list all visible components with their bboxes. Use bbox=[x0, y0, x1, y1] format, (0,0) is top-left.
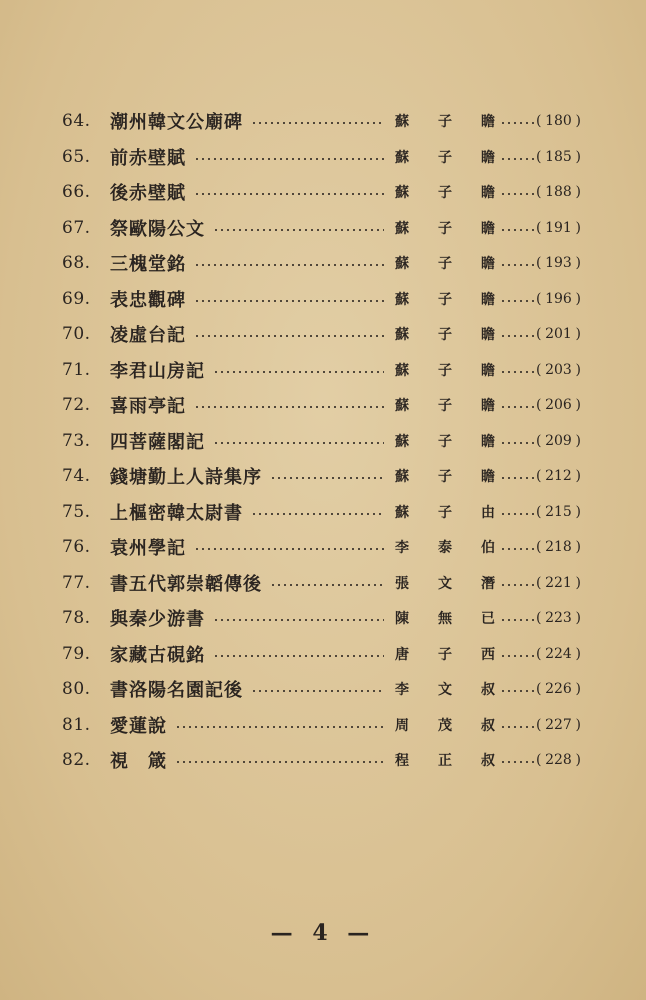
entry-page-ref: ( 180 ) bbox=[536, 113, 581, 129]
page-dot-leader bbox=[500, 619, 534, 621]
dot-leader bbox=[213, 655, 384, 657]
toc-entry bbox=[62, 674, 592, 704]
entry-page-number: 218 bbox=[545, 539, 572, 555]
entry-page-number: 196 bbox=[545, 290, 572, 307]
entry-page-ref: ( 191 ) bbox=[536, 219, 581, 236]
author-char: 子 bbox=[438, 291, 452, 308]
entry-number: 70. bbox=[62, 324, 91, 344]
entry-page-number: 206 bbox=[545, 397, 572, 413]
dot-leader bbox=[194, 158, 384, 160]
entry-page-ref: ( 218 ) bbox=[536, 539, 581, 555]
toc-entry bbox=[62, 390, 592, 420]
entry-page-ref: ( 188 ) bbox=[536, 184, 581, 200]
toc-entry bbox=[62, 461, 592, 491]
entry-number: 65. bbox=[62, 146, 91, 167]
entry-title: 家藏古硯銘 bbox=[110, 644, 205, 666]
toc-entry bbox=[62, 639, 592, 669]
author-char: 泰 bbox=[438, 540, 452, 556]
author-char: 子 bbox=[438, 504, 452, 521]
author-char: 李 bbox=[395, 540, 409, 556]
page-dot-leader bbox=[500, 655, 534, 657]
entry-number: 69. bbox=[62, 288, 91, 309]
entry-title: 上樞密韓太尉書 bbox=[110, 502, 243, 524]
toc-entry bbox=[62, 355, 592, 385]
author-char: 瞻 bbox=[481, 220, 495, 237]
entry-page-ref: ( 223 ) bbox=[536, 610, 581, 626]
entry-number: 76. bbox=[62, 537, 91, 557]
author-char: 蘇 bbox=[395, 220, 409, 237]
entry-title: 前赤壁賦 bbox=[110, 147, 186, 169]
toc-entry bbox=[62, 426, 592, 456]
entry-title: 愛蓮說 bbox=[110, 715, 167, 737]
entry-author bbox=[394, 466, 496, 486]
entry-number: 67. bbox=[62, 217, 91, 238]
page-dot-leader bbox=[500, 122, 534, 124]
page-number: — 4 — bbox=[270, 920, 376, 946]
page-dot-leader bbox=[500, 371, 534, 373]
author-char: 瞻 bbox=[481, 185, 495, 201]
page-dot-leader bbox=[500, 442, 534, 444]
author-char: 蘇 bbox=[395, 362, 409, 379]
author-char: 瞻 bbox=[481, 114, 495, 130]
author-char: 子 bbox=[438, 149, 452, 166]
entry-page-number: 191 bbox=[545, 219, 572, 236]
entry-author bbox=[394, 502, 496, 522]
entry-author bbox=[394, 679, 496, 699]
entry-page-ref: ( 221 ) bbox=[536, 574, 581, 591]
entry-author bbox=[394, 750, 496, 770]
toc-entry bbox=[62, 319, 592, 349]
toc-entry bbox=[62, 106, 592, 136]
entry-number: 73. bbox=[62, 430, 91, 451]
author-char: 瞻 bbox=[481, 398, 495, 414]
entry-author bbox=[394, 573, 496, 593]
author-char: 子 bbox=[438, 185, 452, 201]
entry-title: 書五代郭崇韜傳後 bbox=[110, 573, 262, 595]
page-dot-leader bbox=[500, 726, 534, 728]
page-dot-leader bbox=[500, 548, 534, 550]
entry-title: 潮州韓文公廟碑 bbox=[110, 112, 243, 133]
entry-page-number: 201 bbox=[545, 326, 572, 342]
entry-author bbox=[394, 218, 496, 238]
author-char: 文 bbox=[438, 682, 452, 698]
entry-author bbox=[394, 608, 496, 628]
entry-author bbox=[394, 360, 496, 380]
author-char: 瞻 bbox=[481, 256, 495, 272]
entry-page-number: 223 bbox=[545, 610, 572, 626]
dot-leader bbox=[270, 584, 384, 586]
entry-title: 凌虛台記 bbox=[110, 325, 186, 346]
entry-page-number: 188 bbox=[545, 184, 572, 200]
author-char: 蘇 bbox=[395, 327, 409, 343]
author-char: 已 bbox=[481, 611, 495, 627]
entry-author bbox=[394, 644, 496, 664]
toc-entry bbox=[62, 745, 592, 775]
entry-number: 74. bbox=[62, 466, 91, 486]
page-dot-leader bbox=[500, 158, 534, 160]
entry-page-ref: ( 226 ) bbox=[536, 681, 581, 697]
author-char: 瞻 bbox=[481, 149, 495, 166]
entry-page-ref: ( 224 ) bbox=[536, 645, 581, 662]
entry-title: 祭歐陽公文 bbox=[110, 218, 205, 240]
author-char: 瞻 bbox=[481, 327, 495, 343]
entry-number: 66. bbox=[62, 182, 91, 202]
entry-author bbox=[394, 395, 496, 415]
page-dot-leader bbox=[500, 761, 534, 763]
entry-page-number: 185 bbox=[545, 148, 572, 165]
page-dot-leader bbox=[500, 513, 534, 515]
author-char: 蘇 bbox=[395, 114, 409, 130]
entry-page-number: 227 bbox=[545, 716, 572, 733]
author-char: 茂 bbox=[438, 717, 452, 734]
author-char: 張 bbox=[395, 575, 409, 592]
author-char: 蘇 bbox=[395, 398, 409, 414]
entry-page-number: 193 bbox=[545, 255, 572, 271]
dot-leader bbox=[175, 761, 384, 763]
entry-number: 72. bbox=[62, 395, 91, 415]
entry-number: 71. bbox=[62, 359, 91, 380]
entry-author bbox=[394, 289, 496, 309]
dot-leader bbox=[213, 229, 384, 231]
author-char: 蘇 bbox=[395, 291, 409, 308]
dot-leader bbox=[251, 513, 384, 515]
dot-leader bbox=[194, 406, 384, 408]
entry-page-number: 212 bbox=[545, 468, 572, 484]
entry-page-ref: ( 203 ) bbox=[536, 361, 581, 378]
entry-page-ref: ( 201 ) bbox=[536, 326, 581, 342]
dot-leader bbox=[270, 477, 384, 479]
entry-title: 李君山房記 bbox=[110, 360, 205, 382]
author-char: 蘇 bbox=[395, 469, 409, 485]
toc-entry bbox=[62, 142, 592, 172]
page-dot-leader bbox=[500, 477, 534, 479]
dot-leader bbox=[213, 619, 384, 621]
author-char: 伯 bbox=[481, 540, 495, 556]
entry-page-number: 221 bbox=[545, 574, 572, 591]
dot-leader bbox=[194, 300, 384, 302]
dot-leader bbox=[213, 442, 384, 444]
entry-number: 78. bbox=[62, 608, 91, 628]
page-dot-leader bbox=[500, 584, 534, 586]
author-char: 唐 bbox=[395, 646, 409, 663]
entry-number: 77. bbox=[62, 572, 91, 593]
author-char: 西 bbox=[481, 646, 495, 663]
dot-leader bbox=[194, 193, 384, 195]
dot-leader bbox=[213, 371, 384, 373]
entry-number: 64. bbox=[62, 111, 91, 131]
dot-leader bbox=[194, 264, 384, 266]
entry-page-number: 228 bbox=[545, 752, 572, 768]
page-dot-leader bbox=[500, 406, 534, 408]
author-char: 子 bbox=[438, 469, 452, 485]
entry-author bbox=[394, 537, 496, 557]
author-char: 子 bbox=[438, 398, 452, 414]
author-char: 叔 bbox=[481, 753, 495, 769]
entry-page-number: 224 bbox=[545, 645, 572, 662]
entry-page-number: 209 bbox=[545, 432, 572, 449]
toc-entry bbox=[62, 284, 592, 314]
entry-author bbox=[394, 182, 496, 202]
dot-leader bbox=[175, 726, 384, 728]
page-dot-leader bbox=[500, 690, 534, 692]
entry-title: 視 箴 bbox=[110, 751, 167, 772]
entry-author bbox=[394, 431, 496, 451]
author-char: 瞻 bbox=[481, 433, 495, 450]
author-char: 子 bbox=[438, 114, 452, 130]
author-char: 無 bbox=[438, 611, 452, 627]
dot-leader bbox=[251, 122, 384, 124]
author-char: 子 bbox=[438, 327, 452, 343]
author-char: 文 bbox=[438, 575, 452, 592]
author-char: 子 bbox=[438, 362, 452, 379]
author-char: 李 bbox=[395, 682, 409, 698]
entry-author bbox=[394, 147, 496, 167]
page-dot-leader bbox=[500, 300, 534, 302]
entry-title: 與秦少游書 bbox=[110, 609, 205, 630]
entry-number: 81. bbox=[62, 714, 91, 735]
entry-page-ref: ( 209 ) bbox=[536, 432, 581, 449]
entry-number: 82. bbox=[62, 750, 91, 770]
entry-title: 表忠觀碑 bbox=[110, 289, 186, 311]
author-char: 瞻 bbox=[481, 469, 495, 485]
entry-author bbox=[394, 253, 496, 273]
page-dot-leader bbox=[500, 264, 534, 266]
author-char: 瞻 bbox=[481, 362, 495, 379]
author-char: 子 bbox=[438, 433, 452, 450]
author-char: 蘇 bbox=[395, 185, 409, 201]
page-dot-leader bbox=[500, 193, 534, 195]
entry-page-ref: ( 212 ) bbox=[536, 468, 581, 484]
entry-title: 袁州學記 bbox=[110, 538, 186, 559]
entry-page-ref: ( 196 ) bbox=[536, 290, 581, 307]
entry-page-number: 215 bbox=[545, 503, 572, 520]
author-char: 正 bbox=[438, 753, 452, 769]
entry-number: 75. bbox=[62, 501, 91, 522]
entry-page-ref: ( 228 ) bbox=[536, 752, 581, 768]
entry-title: 四菩薩閣記 bbox=[110, 431, 205, 453]
author-char: 周 bbox=[395, 717, 409, 734]
entry-title: 書洛陽名園記後 bbox=[110, 680, 243, 701]
entry-page-ref: ( 193 ) bbox=[536, 255, 581, 271]
entry-author bbox=[394, 715, 496, 735]
author-char: 潛 bbox=[481, 575, 495, 592]
toc-entry bbox=[62, 177, 592, 207]
author-char: 由 bbox=[481, 504, 495, 521]
entry-author bbox=[394, 324, 496, 344]
toc-entry bbox=[62, 248, 592, 278]
entry-title: 三槐堂銘 bbox=[110, 254, 186, 275]
dot-leader bbox=[251, 690, 384, 692]
author-char: 子 bbox=[438, 220, 452, 237]
entry-title: 後赤壁賦 bbox=[110, 183, 186, 204]
author-char: 蘇 bbox=[395, 504, 409, 521]
author-char: 蘇 bbox=[395, 149, 409, 166]
author-char: 瞻 bbox=[481, 291, 495, 308]
author-char: 叔 bbox=[481, 682, 495, 698]
author-char: 叔 bbox=[481, 717, 495, 734]
entry-number: 68. bbox=[62, 253, 91, 273]
entry-page-ref: ( 185 ) bbox=[536, 148, 581, 165]
toc-entry bbox=[62, 532, 592, 562]
page-dot-leader bbox=[500, 335, 534, 337]
toc-entry bbox=[62, 213, 592, 243]
entry-title: 錢塘勤上人詩集序 bbox=[110, 467, 262, 488]
entry-page-number: 226 bbox=[545, 681, 572, 697]
entry-page-number: 203 bbox=[545, 361, 572, 378]
toc-entry bbox=[62, 497, 592, 527]
author-char: 陳 bbox=[395, 611, 409, 627]
author-char: 子 bbox=[438, 646, 452, 663]
entry-page-number: 180 bbox=[545, 113, 572, 129]
entry-title: 喜雨亭記 bbox=[110, 396, 186, 417]
author-char: 蘇 bbox=[395, 256, 409, 272]
toc-entry bbox=[62, 568, 592, 598]
toc-entry bbox=[62, 603, 592, 633]
author-char: 程 bbox=[395, 753, 409, 769]
author-char: 蘇 bbox=[395, 433, 409, 450]
toc-entry bbox=[62, 710, 592, 740]
author-char: 子 bbox=[438, 256, 452, 272]
entry-page-ref: ( 206 ) bbox=[536, 397, 581, 413]
dot-leader bbox=[194, 335, 384, 337]
entry-number: 79. bbox=[62, 643, 91, 664]
entry-author bbox=[394, 111, 496, 131]
entry-page-ref: ( 215 ) bbox=[536, 503, 581, 520]
entry-page-ref: ( 227 ) bbox=[536, 716, 581, 733]
page-dot-leader bbox=[500, 229, 534, 231]
dot-leader bbox=[194, 548, 384, 550]
entry-number: 80. bbox=[62, 679, 91, 699]
